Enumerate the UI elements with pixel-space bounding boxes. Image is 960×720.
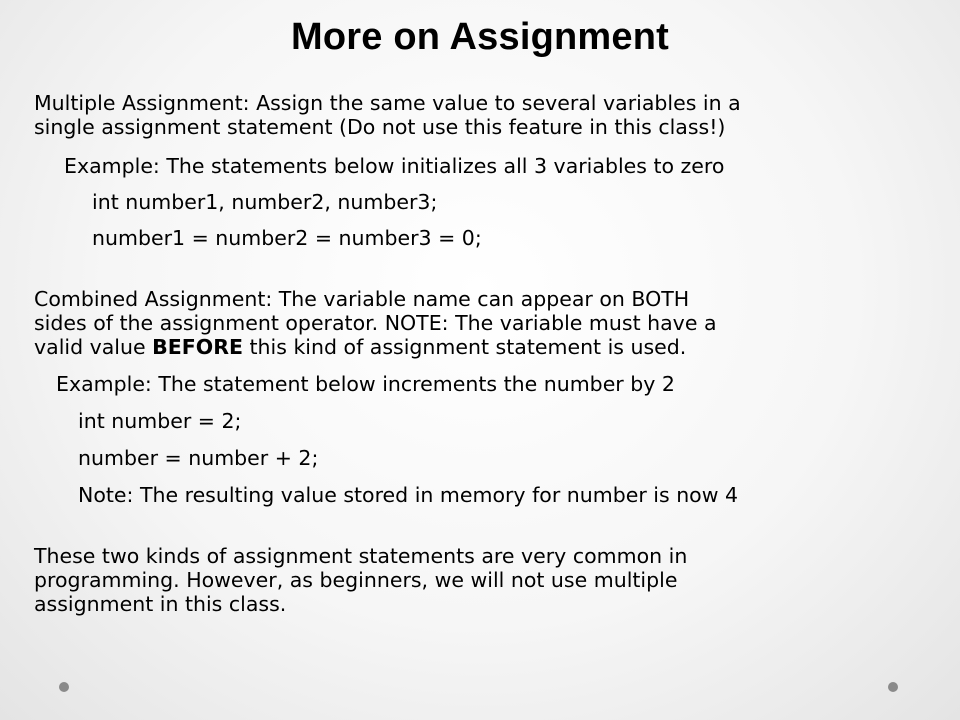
code-declare-number: int number = 2; — [78, 409, 242, 433]
combined-assignment-paragraph — [34, 287, 914, 359]
multiple-assignment-line-2: single assignment statement (Do not use this feature in this class!) — [34, 115, 726, 139]
left-decorative-dot — [59, 682, 69, 692]
combined-assignment-line-3-start: valid value — [34, 335, 153, 359]
combined-assignment-line-3-end: this kind of assignment statement is used. — [243, 335, 687, 359]
multiple-assignment-line-1: Multiple Assignment: Assign the same value to several variables in a — [34, 91, 741, 115]
emphasis-before: BEFORE — [152, 335, 243, 359]
combined-assignment-line-2: sides of the assignment operator. NOTE: The variable must have a — [34, 311, 717, 335]
summary-paragraph — [34, 544, 914, 616]
code-multiple-assignment: number1 = number2 = number3 = 0; — [92, 226, 482, 250]
combined-assignment-line-3 — [34, 335, 914, 359]
summary-line-3: assignment in this class. — [34, 592, 287, 616]
combined-assignment-example: Example: The statement below increments the number by 2 — [56, 372, 675, 396]
code-combined-assignment: number = number + 2; — [78, 446, 319, 470]
code-declare-three-variables: int number1, number2, number3; — [92, 190, 438, 214]
slide-title: More on Assignment — [291, 16, 669, 58]
summary-line-1: These two kinds of assignment statements are very common in — [34, 544, 688, 568]
slide-body — [34, 91, 914, 616]
result-note: Note: The resulting value stored in memory for number is now 4 — [78, 483, 739, 507]
summary-line-2: programming. However, as beginners, we will not use multiple — [34, 568, 678, 592]
multiple-assignment-paragraph — [34, 91, 914, 139]
right-decorative-dot — [888, 682, 898, 692]
multiple-assignment-example: Example: The statements below initializes all 3 variables to zero — [64, 154, 725, 178]
combined-assignment-line-1: Combined Assignment: The variable name can appear on BOTH — [34, 287, 690, 311]
